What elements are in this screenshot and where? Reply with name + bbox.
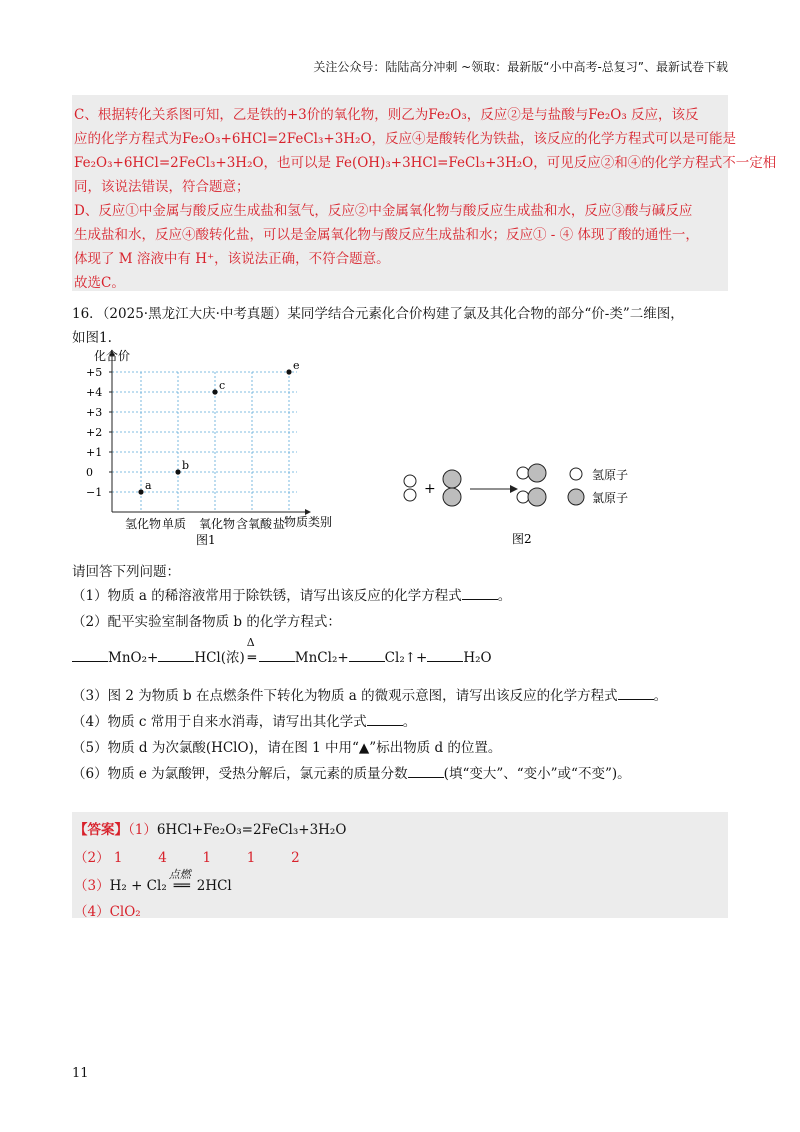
figure-1-caption: 图1 bbox=[196, 533, 216, 547]
answer-choice: 故选C。 bbox=[74, 275, 125, 291]
answer-blank[interactable] bbox=[462, 587, 498, 600]
hydrogen-atom bbox=[517, 491, 529, 503]
answer-blank[interactable] bbox=[408, 765, 444, 778]
chart-points bbox=[138, 359, 299, 495]
chlorine-atom bbox=[528, 488, 546, 506]
hydrogen-atom bbox=[517, 467, 529, 479]
answer-d-line-1: D、反应①中金属与酸反应生成盐和氢气，反应②中金属氧化物与酸反应生成盐和水，反应③酸与碱反应 bbox=[74, 203, 693, 219]
figure-2-micro-diagram bbox=[398, 455, 698, 545]
y-tick-label: 0 bbox=[86, 466, 93, 479]
data-point-label-e: e bbox=[293, 359, 300, 372]
data-point-label-a: a bbox=[145, 479, 152, 492]
data-point-e bbox=[286, 369, 291, 374]
legend-chlorine-icon bbox=[568, 489, 584, 505]
legend-hydrogen-icon bbox=[570, 468, 582, 480]
answer-4: （4）ClO₂ bbox=[74, 904, 141, 920]
x-tick-label: 氧化物 bbox=[199, 517, 236, 531]
question-prompt: 请回答下列问题： bbox=[72, 564, 180, 580]
coefficient-blank[interactable] bbox=[158, 649, 194, 662]
chart-y-axis-label: 化合价 bbox=[94, 349, 131, 363]
legend-hydrogen-label: 氢原子 bbox=[592, 468, 629, 482]
y-tick-label: +4 bbox=[86, 386, 103, 399]
heat-condition: Δ ═ bbox=[246, 636, 256, 666]
previous-answer-block bbox=[72, 95, 777, 291]
chart-y-ticks bbox=[86, 366, 112, 499]
sub-question-1: （1）物质 a 的稀溶液常用于除铁锈，请写出该反应的化学方程式 。 bbox=[72, 588, 512, 604]
data-point-b bbox=[175, 469, 180, 474]
answer-d-line-3: 体现了 M 溶液中有 H⁺，该说法正确，不符合题意。 bbox=[74, 251, 390, 267]
coefficient-blank[interactable] bbox=[72, 649, 108, 662]
plus-sign: + bbox=[424, 481, 436, 497]
page-number: 11 bbox=[72, 1066, 89, 1081]
answer-1: 【答案】（1）6HCl+Fe₂O₃=2FeCl₃+3H₂O bbox=[74, 822, 347, 838]
chlorine-atom bbox=[443, 470, 461, 488]
x-tick-label: 单质 bbox=[162, 517, 187, 531]
sub-question-2: （2）配平实验室制备物质 b 的化学方程式： bbox=[72, 614, 341, 630]
answer-blank[interactable] bbox=[367, 713, 403, 726]
coefficient-blank[interactable] bbox=[259, 649, 295, 662]
y-tick-label: +1 bbox=[86, 446, 103, 459]
coefficient-blank[interactable] bbox=[427, 649, 463, 662]
ignite-condition: 点燃 ══ bbox=[168, 868, 191, 894]
y-tick-label: +5 bbox=[86, 366, 103, 379]
y-tick-label: +2 bbox=[86, 426, 103, 439]
x-tick-label: 氢化物 bbox=[125, 517, 162, 531]
figure-2-caption: 图2 bbox=[512, 532, 532, 545]
sub-question-4: （4）物质 c 常用于自来水消毒，请写出其化学式 。 bbox=[72, 714, 417, 730]
x-tick-label: 含氧酸 bbox=[236, 517, 273, 531]
data-point-label-b: b bbox=[182, 459, 190, 472]
hydrogen-atom bbox=[404, 489, 416, 501]
answer-c-line-1: C、根据转化关系图可知，乙是铁的+3价的氧化物，则乙为Fe₂O₃，反应②是与盐酸与Fe₂O₃ 反应，该反 bbox=[74, 107, 699, 123]
page-header: 关注公众号：陆陆高分冲刺 ~领取：最新版“小中高考-总复习”、最新试卷下载 bbox=[313, 60, 728, 74]
question-stem-1: 16．（2025·黑龙江大庆·中考真题）某同学结合元素化合价构建了氯及其化合物的部分“价-类”二维图， bbox=[72, 306, 684, 322]
answer-3: （3）H₂ + Cl₂ 点燃 ══ 2HCl bbox=[74, 868, 232, 894]
answer-c-line-3: Fe₂O₃+6HCl=2FeCl₃+3H₂O，也可以是 Fe(OH)₃+3HCl=FeCl₃+3H₂O，可见反应②和④的化学方程式不一定相 bbox=[74, 155, 777, 171]
answer-blank[interactable] bbox=[618, 687, 654, 700]
hydrogen-atom bbox=[404, 475, 416, 487]
answer-block bbox=[72, 812, 728, 918]
answer-2: （2） 1 4 1 1 2 bbox=[74, 850, 300, 866]
legend-chlorine-label: 氯原子 bbox=[592, 491, 629, 505]
data-point-a bbox=[138, 489, 143, 494]
balance-equation: MnO₂+ HCl(浓) Δ ═ MnCl₂+ Cl₂↑+ H₂O bbox=[72, 646, 492, 666]
chlorine-atom bbox=[528, 464, 546, 482]
chart-x-axis-label: 物质类别 bbox=[284, 515, 333, 529]
coefficient-blank[interactable] bbox=[349, 649, 385, 662]
figure-1-valence-chart bbox=[72, 348, 352, 548]
x-tick-label: 盐 bbox=[273, 517, 286, 531]
chart-x-ticks bbox=[125, 516, 285, 531]
question-stem-2: 如图1. bbox=[72, 330, 112, 346]
sub-question-5: （5）物质 d 为次氯酸(HClO)，请在图 1 中用“▲”标出物质 d 的位置。 bbox=[72, 740, 502, 756]
sub-question-3: （3）图 2 为物质 b 在点燃条件下转化为物质 a 的微观示意图，请写出该反应的化学方程式 。 bbox=[72, 688, 668, 704]
chlorine-atom bbox=[443, 488, 461, 506]
answer-d-line-2: 生成盐和水，反应④酸转化盐，可以是金属氧化物与酸反应生成盐和水；反应① - ④ 体现了酸的通性一， bbox=[74, 227, 699, 243]
data-point-c bbox=[212, 389, 217, 394]
arrow-head-icon bbox=[510, 485, 518, 493]
answer-c-line-2: 应的化学方程式为Fe₂O₃+6HCl=2FeCl₃+3H₂O，反应④是酸转化为铁盐，该反应的化学方程式可以是可能是 bbox=[74, 131, 737, 147]
y-tick-label: −1 bbox=[86, 486, 103, 499]
answer-c-line-4: 同，该说法错误，符合题意； bbox=[74, 179, 250, 195]
sub-question-6: （6）物质 e 为氯酸钾，受热分解后，氯元素的质量分数 (填“变大”、“变小”或“不变”)。 bbox=[72, 766, 631, 782]
data-point-label-c: c bbox=[219, 379, 226, 392]
y-tick-label: +3 bbox=[86, 406, 103, 419]
